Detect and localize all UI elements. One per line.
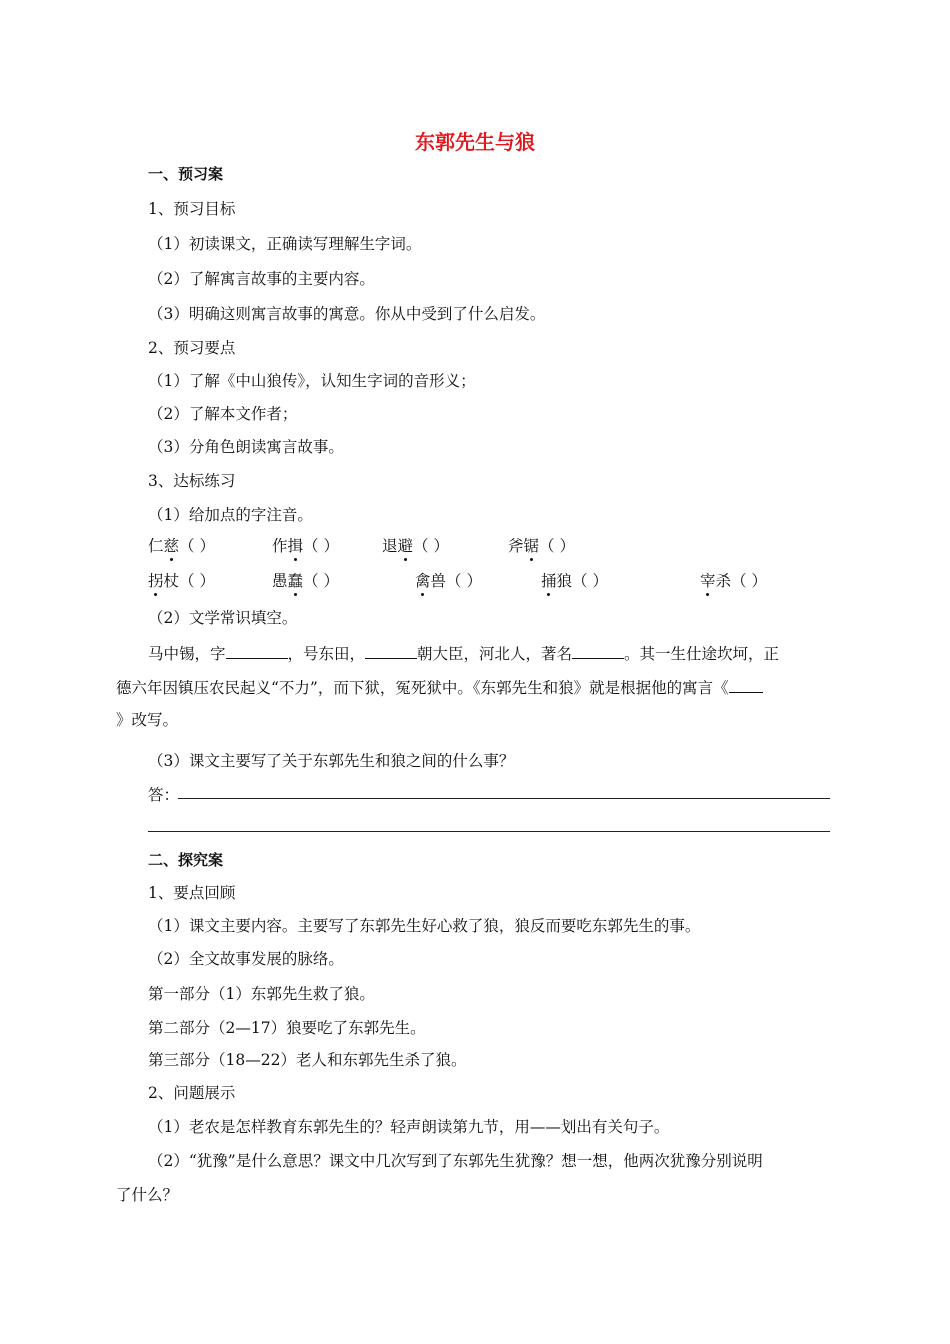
goal-item-1: （1）初读课文，正确读写理解生字词。 — [148, 235, 422, 253]
word-item: 捅狼（ ） — [541, 572, 608, 590]
blank-field[interactable] — [365, 642, 417, 659]
point-item-1: （1）了解《中山狼传》，认知生字词的音形义； — [148, 372, 476, 390]
section-heading-preview: 一、预习案 — [148, 165, 224, 183]
blank-field[interactable] — [226, 642, 288, 659]
fill-in-line-1: 马中锡，字 ，号东田， 朝大臣，河北人，著名 。其一生仕途坎坷，正 — [148, 642, 779, 664]
exercise-q3: （3）课文主要写了关于东郭先生和狼之间的什么事？ — [148, 752, 515, 770]
fill-in-line-2: 德六年因镇压农民起义“不力”，而下狱，冤死狱中。《东郭先生和狼》就是根据他的寓言《 — [116, 676, 763, 698]
word-item: 作揖（ ） — [272, 537, 339, 555]
review-item-1: （1）课文主要内容。主要写了东郭先生好心救了狼，狼反而要吃东郭先生的事。 — [148, 917, 701, 935]
fill-in-line-3: 》改写。 — [116, 711, 179, 729]
word-item: 仁慈（ ） — [148, 537, 215, 555]
part-2: 第二部分（2—17）狼要吃了东郭先生。 — [148, 1019, 426, 1037]
word-item: 拐杖（ ） — [148, 572, 215, 590]
answer-line[interactable] — [178, 798, 830, 799]
point-item-3: （3）分角色朗读寓言故事。 — [148, 438, 344, 456]
review-item-2: （2）全文故事发展的脉络。 — [148, 950, 344, 968]
document-title: 东郭先生与狼 — [415, 130, 535, 154]
subheading-points: 2、预习要点 — [148, 339, 236, 357]
word-item: 宰杀（ ） — [700, 572, 767, 590]
goal-item-2: （2）了解寓言故事的主要内容。 — [148, 270, 375, 288]
subheading-questions: 2、问题展示 — [148, 1084, 236, 1102]
blank-field[interactable] — [572, 642, 624, 659]
blank-field[interactable] — [729, 676, 763, 693]
point-item-2: （2）了解本文作者； — [148, 405, 298, 423]
section-heading-explore: 二、探究案 — [148, 851, 224, 869]
answer-line[interactable] — [148, 831, 830, 832]
word-item: 斧锯（ ） — [508, 537, 575, 555]
answer-label: 答： — [148, 786, 180, 804]
question-1: （1）老农是怎样教育东郭先生的？轻声朗读第九节，用——划出有关句子。 — [148, 1118, 670, 1136]
subheading-goals: 1、预习目标 — [148, 200, 236, 218]
word-item: 退避（ ） — [382, 537, 449, 555]
exercise-q2: （2）文学常识填空。 — [148, 609, 298, 627]
question-2-continued: 了什么？ — [116, 1186, 179, 1204]
exercise-q1: （1）给加点的字注音。 — [148, 506, 313, 524]
subheading-exercise: 3、达标练习 — [148, 472, 236, 490]
question-2: （2）“犹豫”是什么意思？课文中几次写到了东郭先生犹豫？想一想，他两次犹豫分别说明 — [148, 1152, 763, 1170]
word-item: 禽兽（ ） — [415, 572, 482, 590]
part-1: 第一部分（1）东郭先生救了狼。 — [148, 985, 375, 1003]
part-3: 第三部分（18—22）老人和东郭先生杀了狼。 — [148, 1051, 467, 1069]
word-item: 愚蠢（ ） — [272, 572, 339, 590]
subheading-review: 1、要点回顾 — [148, 884, 236, 902]
goal-item-3: （3）明确这则寓言故事的寓意。你从中受到了什么启发。 — [148, 305, 546, 323]
